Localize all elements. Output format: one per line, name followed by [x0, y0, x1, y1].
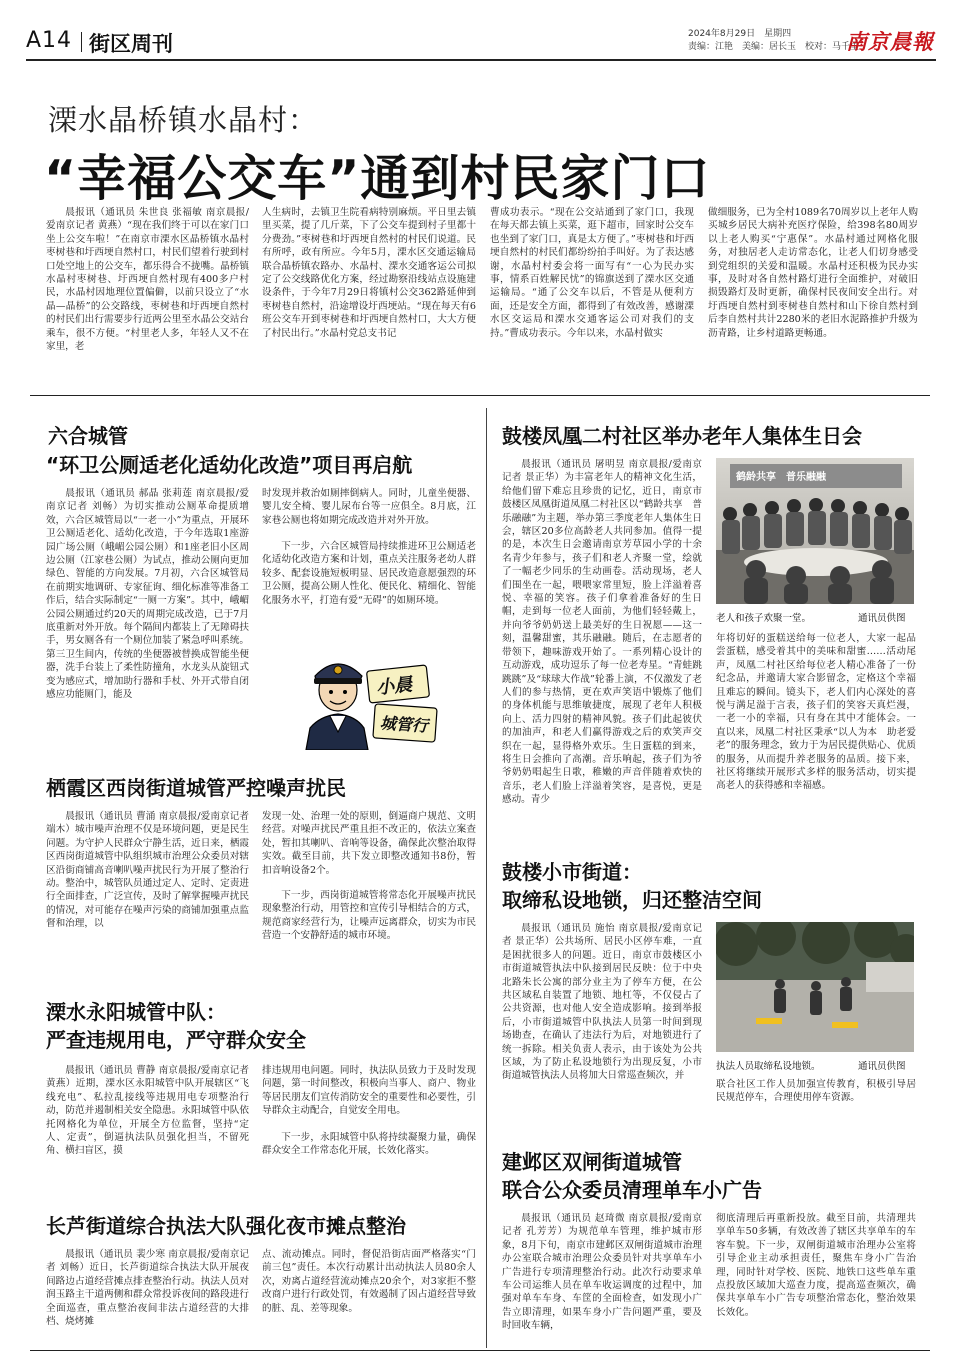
lead-col4-text: 做细服务，已为全村1089名70周岁以上老年人购买城乡居民大病补充医疗保险，给398名80周岁以上老人购买“宁惠保”。水晶村通过网格化服务，对独居老人走访常态化，让老人们切身感受到党组织的关爱和温暖。水晶村还积极为民办实事，及时对各自然村路灯进行全面维护，对破旧损毁路灯及时更新，确保村民夜间安全出行。对圩西埂自然村到枣树巷自然村和山下徐自然村到后李自然村共计2280米的老旧水泥路推护升级为沥青路，让乡村道路更畅通。: [708, 207, 918, 339]
lead-bottom-rule: [30, 395, 930, 396]
gulou2-col2-text: 联合社区工作人员加强宣传教育，积极引导居民规范停车，合理使用停车资源。: [716, 1079, 916, 1104]
page-bottom-rule: [30, 1350, 930, 1351]
lead-col1-text: 晨报讯（通讯员 朱世良 张福敏 南京晨报/爱南京记者 黄燕）“现在我们终于可以在家门口坐上公交车啦！”在南京市溧水区晶桥镇水晶村枣树巷和圩西埂自然村口，村民们望着行驶到村口处空地上的公交车，都乐得合不拢嘴。晶桥镇水晶村枣树巷、圩西埂自然村现有400多户村民，水晶村因地理位置偏僻，以前只设立了“水晶—晶桥”的公交路线，枣树巷和圩西埂自然村的村民们出行需要步行近两公里至水晶公交站台乘车，很不方便。“村里老人多，年轻人又不在家里，老: [46, 207, 249, 353]
gulou2-headline-2: 取缔私设地锁，归还整洁空间: [502, 888, 762, 912]
lead-col2-text: 人生病时，去镇卫生院看病特别麻烦。平日里去镇里买菜，提了几斤菜，下了公交车提到村子里都十分费劲。”枣树巷和圩西埂自然村的村民们说道。民有所呼，政有所应。今年5月，溧水区交通运输局联合晶桥镇农路办、水晶村、溧水交通客运公司拟定了公交线路优化方案，经过勘察沿线站点设施建设条件，于今年7月29日将镇村公交362路延伸到枣树巷自然村，沿途增设圩西埂站。“现在每天有6班公交车开到枣树巷和圩西埂自然村口，大大方便了村民出行。”水晶村党总支书记: [262, 207, 476, 339]
gulou1-column-1: [502, 458, 702, 826]
jianye-column-2: [716, 1212, 916, 1336]
gulou2-column-1: [502, 922, 702, 1112]
issue-date: 2024年8月29日 星期四: [688, 29, 792, 39]
qixia-headline: 栖霞区西岗街道城管严控噪声扰民: [46, 776, 346, 800]
gulou1-photo-credit: 通讯员供图: [858, 613, 906, 624]
page-number: A14: [26, 28, 73, 53]
gulou2-photo-credit: 通讯员供图: [858, 1061, 906, 1072]
qixia-column-2a: [262, 810, 476, 890]
gulou2-column-2: [716, 1078, 916, 1112]
qixia-column-1: [46, 810, 249, 960]
gulou2-headline-1: 鼓楼小市街道：: [502, 860, 642, 884]
lead-headline: “幸福公交车”通到村民家门口: [44, 150, 711, 207]
gulou1-headline: 鼓楼凤凰二村社区举办老年人集体生日会: [502, 424, 862, 448]
jianye-column-1: [502, 1212, 702, 1336]
lishui-headline-1: 溧水永阳城管中队：: [46, 1000, 226, 1024]
masthead: [0, 0, 960, 62]
qixia-col2a-text: 发现一处、治理一处的原则，倒逼商户规范、文明经营。对噪声扰民严重且拒不改正的，依法立案查处，暂扣其喇叭、音响等设备，确保此次整治取得实效。截至目前，共下发立即整改通知书8份，暂扣音响设备2个。: [262, 811, 476, 876]
qixia-column-2b: [262, 889, 476, 957]
gulou1-col2-text: 年将切好的蛋糕送给每一位老人，大家一起品尝蛋糕，感受着其中的美味和甜蜜……活动尾声，凤凰二村社区给每位老人精心准备了一份纪念品，并邀请大家合影留念，定格这个幸福且难忘的瞬间。镜头下，老人们内心深处的喜悦与满足溢于言表，孩子们的笑容天真烂漫，一老一小的幸福，只有身在其中才能体会。一直以来，凤凰二村社区秉承“以人为本 助老爱老”的服务理念，致力于为居民提供贴心、优质的服务，从而提升养老服务的品质。接下来，社区将继续开展形式多样的服务活动，切实提高老人的获得感和幸福感。: [716, 633, 916, 792]
lead-col3-text: 曹成功表示。“现在公交站通到了家门口，我现在每天都去镇上买菜，逛下超市，回家时公交车也坐到了家门口，真是太方便了。”枣树巷和圩西埂自然村的村民们都纷纷拍手叫好。为了表达感谢，水晶村村委会将一面写有“一心为民办实事，情系百姓解民忧”的锦旗送到了溧水区交通运输局。“通了公交车以后，不管是从便利方面，还是安全方面，都得到了有效改善，感谢溧水区交运局和溧水交通客运公司对我们的支持。”曹成功表示。今年以来，水晶村做实: [490, 207, 694, 339]
liuhe-headline: “环卫公厕适老化适幼化改造”项目再启航: [46, 453, 413, 477]
lishui-col2a-text: 排违规用电问题。同时，执法队员致力于及时发现问题，第一时间整改，积极向当事人、商户、物业等居民朋友们宣传消防安全的重要性和必要性，引导群众主动配合，自觉安全用电。: [262, 1065, 476, 1117]
liuhe-col1-text: 晨报讯（通讯员 郝晶 张莉莲 南京晨报/爱南京记者 刘畅）为切实推动公厕革命提质增效，六合区城管局以“一老一小”为重点，开展环卫公厕适老化、适幼化改造，于今年选取1座游园广场公厕（峨嵋公园公厕）和1座老旧小区周边公厕（江家巷公厕）为试点，推动公厕向更加绿色、智能的方向发展。7月初，六合区城管局在前期实地调研、专家征询、细化标准等准备工作后，结合实际制定“一厕一方案”。其中，峨嵋公园公厕通过约20天的周期完成改造，已于7月底重新对外开放。每个隔间内都装上了无障碍扶手，男女厕各有一个厕位加装了紧急呼叫系统。第三卫生间内，传统的坐便器被替换成智能坐便器，洗手台装上了柔性防撞角，水龙头从旋钮式变为感应式，增加助行器和手杖、外开式带自闭感应功能厕门，能及: [46, 488, 249, 701]
paper-logo: 南京晨報: [846, 29, 934, 54]
jianye-col1-text: 晨报讯（通讯员 赵琦微 南京晨报/爱南京记者 孔芳芳）为规范单车管理，维护城市形象，8月下旬，南京市建邺区双闸街道城市治理办公室联合城市治理公众委员针对共享单车小广告进行专项清理整治行动。此次行动要求单车公司运维人员在单车收运调度的过程中，加强对单车车身、车筐的全面检查，如发现小广告立即清理，如果车身小广告问题严重，要及时回收车辆，: [502, 1213, 702, 1332]
editor-credits: 责编：江艳 美编：居长玉 校对：马千里: [688, 42, 860, 52]
changlu-col1-text: 晨报讯（通讯员 裴少寒 南京晨报/爱南京记者 刘畅）近日，长芦街道综合执法大队开展夜间路边占道经营摊点排查整治行动。执法人员对润玉路主干道两侧和群众常投诉夜间的路段进行全面巡查，重点整治夜间非法占道经营的大排档、烧烤摊: [46, 1249, 249, 1328]
lishui-headline-2: 严查违规用电，严守群众安全: [46, 1028, 306, 1052]
changlu-column-2: [262, 1248, 476, 1332]
section-name: 街区周刊: [89, 32, 173, 56]
photo-banner-text: 鹤龄共享 普乐融融: [736, 472, 826, 483]
gulou2-caption: 执法人员取缔私设地锁。: [716, 1061, 821, 1072]
lead-column-2: [262, 206, 476, 376]
gulou1-caption: 老人和孩子欢聚一堂。: [716, 613, 812, 624]
lead-kicker: 溧水晶桥镇水晶村：: [48, 103, 319, 137]
lead-column-3: [490, 206, 694, 376]
qixia-col1-text: 晨报讯（通讯员 曹涌 南京晨报/爱南京记者 端木）城市噪声治理不仅是环境问题，更是民生问题。为守护人民群众宁静生活，近日来，栖霞区西岗街道城管中队组织城市治理公众委员对辖区沿街商铺高音喇叭噪声扰民行为开展了整治行动。整治中，城管队员通过定人、定时、定责进行全面排查，广泛宣传，及时了解掌握噪声扰民的情况，对可能存在噪声污染的商铺加强重点监督和治理，以: [46, 811, 249, 930]
liuhe-col2a-text: 时发现并救治如厕摔倒病人。同时，儿童坐便器、婴儿安全椅、婴儿尿布台等一应俱全。8月底，江家巷公厕也将如期完成改造并对外开放。: [262, 488, 476, 526]
changlu-column-1: [46, 1248, 249, 1332]
column-divider: [486, 408, 487, 1348]
liuhe-col2b-text: 下一步，六合区城管局持续推进环卫公厕适老化适幼化改造方案和计划，重点关注服务老幼人群较多、配套设施短板明显、居民改造意愿强烈的环卫公厕，提高公厕人性化、便民化、精细化、智能化服务水平，打造有爱“无碍”的如厕环境。: [262, 541, 476, 606]
liuhe-column-2b: [262, 540, 476, 632]
lishui-column-1: [46, 1064, 249, 1172]
gulou1-col1-text: 晨报讯（通讯员 屠明昱 南京晨报/爱南京记者 景正华）为丰富老年人的精神文化生活，给他们留下难忘且珍贵的记忆，近日，南京市鼓楼区凤凰街道凤凰二村社区以“鹤龄共享 普乐融融”为主题，举办第三季度老年人集体生日会，辖区20多位高龄老人共同参加。值得一提的是，本次生日会邀请南京芳草园小学的十余名青少年参与，孩子们和老人齐聚一堂，绘就了一幅老少同乐的生动画卷。活动现场，老人们围坐在一起，喂喂家常里短，脸上洋溢着喜悦、幸福的笑容。孩子们拿着准备好的生日帽，走到每一位老人面前，为他们轻轻戴上，并向爷爷奶奶送上最美好的生日祝愿——这一刻，温馨甜蜜，其乐融融。随后，在志愿者的带领下，趣味游戏开始了。一系列精心设计的互动游戏，成功逗乐了每一位老寿星。“青蛙跳跳跳”及“球球大作战”轮番上演，不仅激发了老人们的参与热情，更在欢声笑语中锻炼了他们的身体机能与思维敏捷度，展现了老年人积极向上、活力四射的精神风貌。孩子们此起彼伏的加油声，和老人们赢得游戏之后的欢笑声交织在一起，显得格外欢乐。生日蛋糕的到来，将生日会推向了高潮。音乐响起，孩子们为爷爷奶奶唱起生日歌，稚嫩的声音伴随着欢快的音乐，老人们脸上洋溢着笑容，是喜悦，更是感动。青少: [502, 459, 702, 806]
lead-column-4: [708, 206, 918, 376]
liuhe-column-1: [46, 487, 249, 765]
jianye-headline-2: 联合公众委员清理单车小广告: [502, 1178, 762, 1202]
lishui-col2b-text: 下一步，永阳城管中队将持续凝聚力量，确保群众安全工作常态化开展，长效化落实。: [262, 1132, 476, 1157]
qixia-col2b-text: 下一步，西岗街道城管将常态化开展噪声扰民现象整治行动，用管控和宣传引导相结合的方式，规范商家经营行为，让噪声远离群众，切实为市民营造一个安静舒适的城市环境。: [262, 890, 476, 942]
lead-column-1: [46, 206, 249, 376]
street-enforcement-image: [716, 922, 914, 1052]
cartoon-title-2: 城管行: [379, 713, 429, 736]
jianye-col2-text: 彻底清理后再重新投放。截至目前，共清理共享单车50多辆，有效改善了辖区共享单车的车容车貌。下一步，双闸街道城市治理办公室将引导企业主动承担责任，聚焦车身小广告治理，同时针对学校、医院、地铁口这些单车重点投放区域加大巡查力度，提高巡查频次，确保共享单车小广告专项整治常态化，整治效果长效化。: [716, 1213, 916, 1318]
masthead-divider: [81, 32, 82, 52]
lishui-column-2a: [262, 1064, 476, 1132]
changlu-col2-text: 点、流动摊点。同时，督促沿街店面严格落实“门前三包”责任。本次行动累计出动执法人员80余人次，劝离占道经营流动摊点20余个，对3家拒不整改商户进行行政处罚，有效遏制了因占道经营导致的脏、乱、差等现象。: [262, 1249, 476, 1314]
gulou1-column-2: [716, 632, 916, 826]
lock-removal-photo: [716, 922, 914, 1052]
lishui-col1-text: 晨报讯（通讯员 曹静 南京晨报/爱南京记者 黄燕）近期，溧水区永阳城管中队开展辖区“飞线充电”、私拉乱接线等违规用电专项整治行动，防范并遏制相关安全隐患。永阳城管中队依托网格化为单位，开展全方位监督，坚持“定人、定责”，倒逼执法队员强化担当，不留死角、横扫盲区，摸: [46, 1065, 249, 1157]
lishui-column-2b: [262, 1131, 476, 1173]
cartoon-title-1: 小晨: [375, 674, 414, 699]
birthday-photo: [716, 458, 914, 604]
changlu-headline: 长芦街道综合执法大队强化夜市摊点整治: [46, 1214, 406, 1238]
masthead-rule: [26, 59, 936, 61]
liuhe-kicker: 六合城管: [48, 424, 128, 448]
gulou2-col1-text: 晨报讯（通讯员 施怡 南京晨报/爱南京记者 景正华）公共场所、居民小区停车难，一直是困扰很多人的问题。近日，南京市鼓楼区小市街道城管执法中队接到居民反映：位于中央北路朱长公寓的部分业主为了停车方便，在公共区域私自装置了地锁、地杠等，不仅侵占了公共资源，也对他人安全造成影响。接到举报后，小市街道城管中队执法人员第一时间到现场勘查，在确认了违法行为后，对地锁进行了统一拆除。相关负责人表示，由于该处为公共区域，为了防止私设地锁行为出现反复，小市街道城管执法人员将加大日常巡查频次，并: [502, 923, 702, 1082]
jianye-headline-1: 建邺区双闸街道城管: [502, 1150, 682, 1174]
column-cartoon-logo: [300, 640, 440, 750]
liuhe-column-2a: [262, 487, 476, 541]
